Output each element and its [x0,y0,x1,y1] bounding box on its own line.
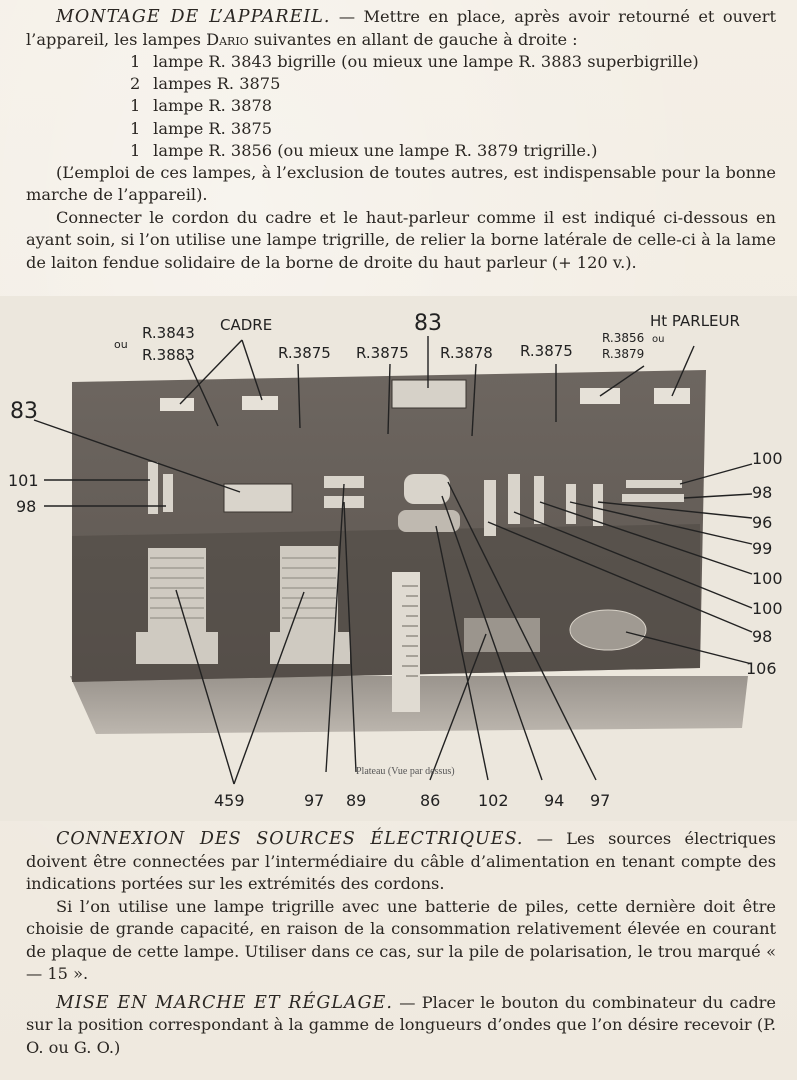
label-98-b: 98 [752,627,773,646]
sources-text: — Les sources électriques doivent être connectées par l’intermédiaire du câble d’alimentation en tenant compte des indications portées sur les extrémités des cordons. [26,829,776,893]
label-cadre: CADRE [220,316,273,334]
cadre-terminal-left [160,398,194,411]
montage-intro-text: — Mettre en place, après avoir retourné et ouvert l’appareil, les lampes [26,7,776,49]
label-106: 106 [746,659,777,678]
label-r3879: R.3879 [602,347,645,361]
label-ou-left: ou [114,338,128,351]
component-98-right [508,474,520,524]
component-102-block [464,618,540,652]
lamp-count: 1 [130,118,141,138]
label-100-a: 100 [752,449,783,468]
lamp-note: (L’emploi de ces lampes, à l’exclusion de toutes autres, est indispensable pour la bonne marche de l’appareil). [26,162,776,205]
label-97-b: 97 [590,791,611,810]
coil-right [280,546,338,632]
lamp-count: 2 [130,74,141,94]
lamp-text: lampe R. 3875 [153,118,273,138]
label-r3843: R.3843 [142,324,195,342]
component-100-b [566,484,576,524]
mise-text: — Placer le bouton du combinateur du cadre sur la position correspondant à la gamme de longueurs d’ondes que l’on désire recevoir (P. O. ou G. O.) [26,992,776,1057]
label-98-left: 98 [16,497,37,516]
mise-paragraph [26,992,776,1060]
lamp-text: lampe R. 3878 [153,96,273,116]
component-100-c [534,476,544,524]
lamp-text: lampes R. 3875 [153,74,281,94]
montage-intro-end: suivantes en allant de gauche à droite : [248,29,578,49]
label-96: 96 [752,513,773,532]
sources-heading: CONNEXION DES SOURCES ÉLECTRIQUES. [56,829,524,849]
label-r3878: R.3878 [440,344,493,362]
component-100-a [626,480,682,488]
label-99: 99 [752,539,773,558]
component-83-left [224,484,292,512]
mise-heading: MISE EN MARCHE ET RÉGLAGE. [56,992,393,1013]
label-101: 101 [8,471,39,490]
diagram-caption: Plateau (Vue par dessus) [356,766,455,777]
coil-left-base [136,632,218,664]
label-r3875-c: R.3875 [520,342,573,360]
label-98-a: 98 [752,483,773,502]
chassis-diagram [0,296,797,821]
label-86: 86 [420,791,441,810]
connect-instructions: Connecter le cordon du cadre et le haut-parleur comme il est indiqué ci-dessous en ayant soin, si l’on utilise une lampe trigrille, de relier la borne latérale de celle-ci à la lame de laiton fendue solidaire de la borne de droite du haut parleur (+ 120 v.). [26,207,776,272]
label-94: 94 [544,791,565,810]
component-106 [570,610,646,650]
label-89: 89 [346,791,367,810]
sources-paragraph-2: Si l’on utilise une lampe trigrille avec une batterie de piles, cette dernière doit être choisie de grande capacité, en raison de la consommation relativement élevée en courant de plaque de cette lampe. Utiliser dans ce cas, sur la pile de polarisation, le trou marqué « — 15 ». [26,896,776,983]
chassis-illustration [0,296,797,821]
lamp-count: 1 [130,96,141,116]
label-97-a: 97 [304,791,325,810]
montage-intro [26,6,776,51]
lamp-text: lampe R. 3843 bigrille (ou mieux une lampe R. 3883 superbigrille) [153,52,699,71]
coil-left [148,548,206,632]
coil-right-base [270,632,350,664]
label-83-top: 83 [414,311,442,336]
lamp-count: 1 [130,52,141,71]
list-item [26,95,776,117]
brand-name: Dario [206,29,249,49]
list-item [26,118,776,140]
label-r3875-b: R.3875 [356,344,409,362]
component-102 [484,480,496,536]
cadre-terminal-right [242,396,278,410]
label-83-left: 83 [10,399,38,424]
label-102: 102 [478,791,509,810]
label-r3875-a: R.3875 [278,344,331,362]
list-item [26,73,776,95]
label-100-b: 100 [752,569,783,588]
lamp-text: lampe R. 3856 (ou mieux une lampe R. 3879 trigrille.) [153,140,598,160]
list-item [26,140,776,162]
component-83-top [392,380,466,408]
montage-section [26,6,776,274]
lamp-count: 1 [130,140,141,160]
sources-section [26,828,776,1059]
component-99 [593,484,603,526]
label-459: 459 [214,791,245,810]
label-r3883: R.3883 [142,346,195,364]
tuning-dial [392,572,420,712]
label-ht-parleur: Ht PARLEUR [650,312,740,330]
sources-paragraph [26,828,776,896]
label-ou-right: ou [652,334,665,345]
lamp-list [26,51,776,162]
montage-heading: MONTAGE DE L’APPAREIL. [56,7,331,27]
label-100-c: 100 [752,599,783,618]
component-96 [622,494,684,502]
list-item [26,51,776,73]
label-r3856: R.3856 [602,331,645,345]
